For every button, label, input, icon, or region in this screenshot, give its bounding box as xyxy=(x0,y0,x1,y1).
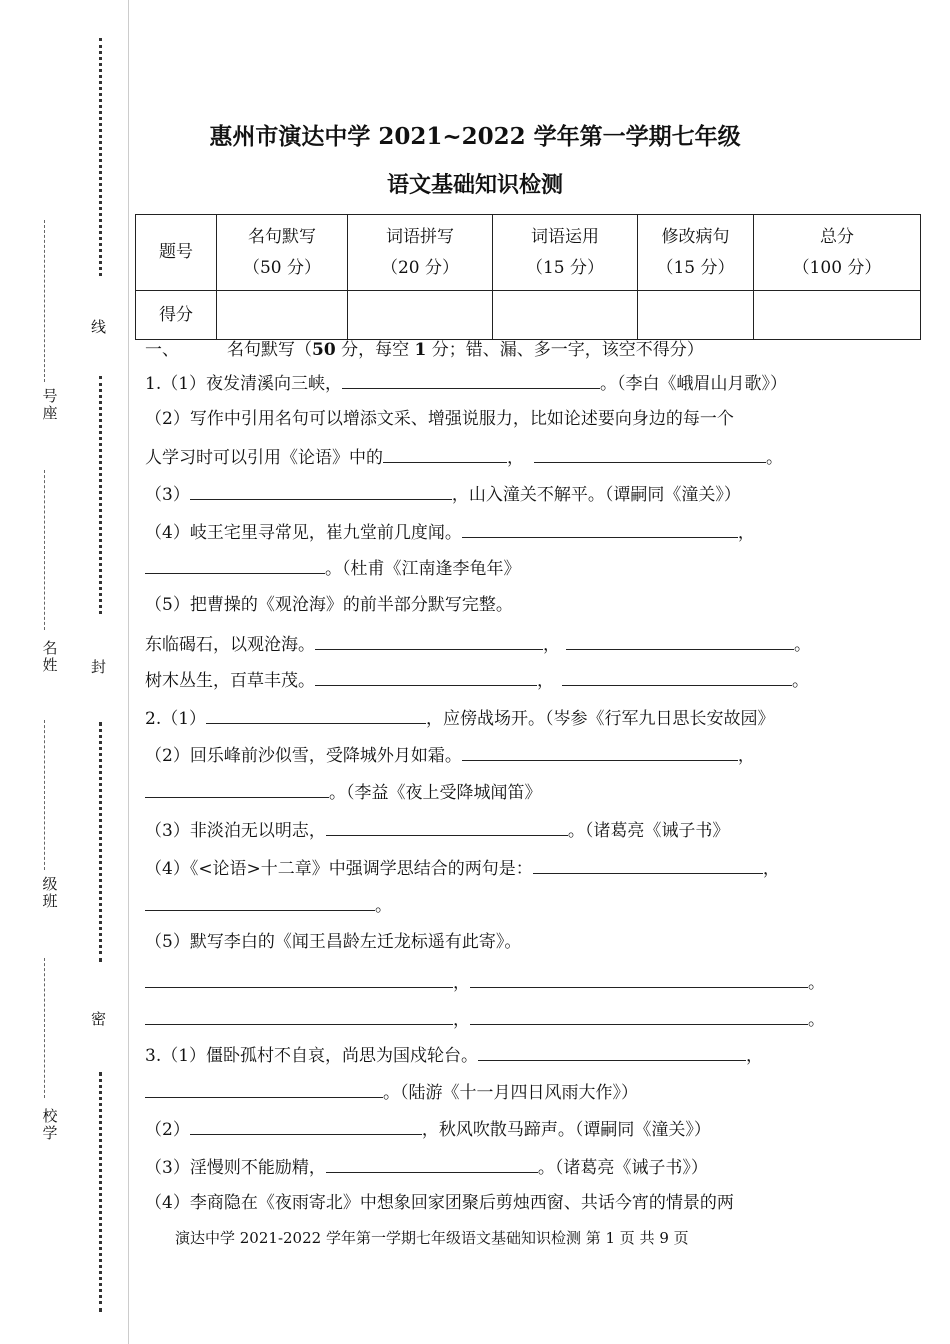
column-ciyu-pinxie xyxy=(348,215,493,291)
dotted-seal-line xyxy=(99,38,102,276)
question-1-5-line2: 树木丛生，百草丰茂。 ， 。 xyxy=(145,668,809,692)
score-cell[interactable] xyxy=(493,291,638,340)
column-mingju xyxy=(217,215,348,291)
answer-blank[interactable] xyxy=(533,856,763,874)
dotted-seal-line xyxy=(99,1072,102,1312)
question-1-3: （3） ，山入潼关不解平。（谭嗣同《潼关》） xyxy=(145,482,741,506)
answer-blank[interactable] xyxy=(383,445,507,463)
seal-char-xian: 线 xyxy=(91,318,107,336)
answer-blank[interactable] xyxy=(562,668,792,686)
answer-blank[interactable] xyxy=(190,482,452,500)
answer-blank[interactable] xyxy=(342,371,600,389)
column-points: （100 分） xyxy=(792,257,882,278)
answer-blank[interactable] xyxy=(462,520,738,538)
score-row xyxy=(136,291,921,340)
question-2-5: （5）默写李白的《闻王昌龄左迁龙标遥有此寄》。 xyxy=(145,932,522,952)
seat-number-blank xyxy=(44,220,45,382)
exam-title: 惠州市演达中学 2021~2022 学年第一学期七年级 xyxy=(209,123,741,150)
question-3-3: （3）淫慢则不能励精， 。（诸葛亮《诫子书》） xyxy=(145,1155,708,1179)
question-2-5-line1: ， 。 xyxy=(145,970,825,994)
column-points: （15 分） xyxy=(525,257,605,278)
column-name: 总分 xyxy=(820,226,854,247)
question-1-2: （2）写作中引用名句可以增添文采、增强说服力，比如论述要向身边的每一个 xyxy=(145,409,734,429)
column-total xyxy=(754,215,921,291)
name-label: 名姓 xyxy=(42,639,58,674)
answer-blank[interactable] xyxy=(315,632,543,650)
column-name: 词语运用 xyxy=(531,226,599,247)
page-footer: 演达中学 2021-2022 学年第一学期七年级语文基础知识检测 第 1 页 共 9 页 xyxy=(175,1229,689,1247)
answer-blank[interactable] xyxy=(462,743,738,761)
answer-blank[interactable] xyxy=(145,1007,453,1025)
answer-blank[interactable] xyxy=(534,445,766,463)
question-2-2-cont: 。（李益《夜上受降城闻笛》 xyxy=(145,780,542,804)
question-1-4: （4）岐王宅里寻常见，崔九堂前几度闻。 ， xyxy=(145,520,755,544)
question-3-1: 3.（1）僵卧孤村不自哀，尚思为国戍轮台。 ， xyxy=(145,1043,763,1067)
question-1-4-cont: 。（杜甫《江南逢李龟年》 xyxy=(145,556,521,580)
question-3-1-cont: 。（陆游《十一月四日风雨大作》） xyxy=(145,1080,638,1104)
answer-blank[interactable] xyxy=(206,706,426,724)
question-2-3: （3）非淡泊无以明志， 。（诸葛亮《诫子书》 xyxy=(145,818,729,842)
answer-blank[interactable] xyxy=(145,970,453,988)
answer-blank[interactable] xyxy=(566,632,794,650)
score-cell[interactable] xyxy=(638,291,754,340)
question-1-2-cont: 人学习时可以引用《论语》中的 ， 。 xyxy=(145,445,783,469)
section-heading: 一、 名句默写（50 分，每空 1 分；错、漏、多一字，该空不得分） xyxy=(145,340,704,360)
class-label: 级班 xyxy=(42,875,58,910)
name-blank xyxy=(44,470,45,630)
answer-blank[interactable] xyxy=(326,818,568,836)
school-blank xyxy=(44,958,45,1098)
question-2-1: 2.（1） ，应傍战场开。（岑参《行军九日思长安故园》 xyxy=(145,706,775,730)
score-cell[interactable] xyxy=(217,291,348,340)
answer-blank[interactable] xyxy=(145,556,325,574)
question-1-5-line1: 东临碣石，以观沧海。 ， 。 xyxy=(145,632,811,656)
column-xiugai-bingju xyxy=(638,215,754,291)
question-2-5-line2: ， 。 xyxy=(145,1007,825,1031)
dotted-seal-line xyxy=(99,376,102,614)
answer-blank[interactable] xyxy=(470,970,808,988)
column-points: （20 分） xyxy=(380,257,460,278)
exam-subtitle: 语文基础知识检测 xyxy=(386,172,563,198)
answer-blank[interactable] xyxy=(315,668,537,686)
question-2-2: （2）回乐峰前沙似雪，受降城外月如霜。 ， xyxy=(145,743,755,767)
school-label: 校学 xyxy=(42,1107,58,1142)
answer-blank[interactable] xyxy=(145,893,375,911)
score-cell[interactable] xyxy=(754,291,921,340)
column-name: 名句默写 xyxy=(248,226,316,247)
answer-blank[interactable] xyxy=(478,1043,746,1061)
binding-margin xyxy=(0,0,130,1344)
seat-number-label: 号座 xyxy=(42,387,58,422)
answer-blank[interactable] xyxy=(190,1117,422,1135)
question-3-2: （2） ，秋风吹散马蹄声。（谭嗣同《潼关》） xyxy=(145,1117,711,1141)
dotted-seal-line xyxy=(99,722,102,962)
column-points: （15 分） xyxy=(656,257,735,278)
question-2-4-cont: 。 xyxy=(145,893,392,917)
column-name: 修改病句 xyxy=(661,226,730,247)
header-label-cell: 题号 xyxy=(136,215,217,291)
margin-divider xyxy=(128,0,129,1344)
answer-blank[interactable] xyxy=(145,1080,383,1098)
seal-char-mi: 密 xyxy=(91,1010,107,1028)
column-ciyu-yunyong xyxy=(493,215,638,291)
question-1-1: 1.（1）夜发清溪向三峡， 。（李白《峨眉山月歌》） xyxy=(145,371,787,395)
seal-char-feng: 封 xyxy=(91,658,107,676)
score-table xyxy=(135,214,921,340)
column-points: （50 分） xyxy=(242,257,322,278)
score-cell[interactable] xyxy=(348,291,493,340)
score-label-cell: 得分 xyxy=(136,291,217,340)
question-2-4: （4）《<论语>十二章》中强调学思结合的两句是： ， xyxy=(145,856,780,880)
question-1-5: （5）把曹操的《观沧海》的前半部分默写完整。 xyxy=(145,595,513,615)
question-3-4: （4）李商隐在《夜雨寄北》中想象回家团聚后剪烛西窗、共话今宵的情景的两 xyxy=(145,1193,734,1213)
score-table-header-row xyxy=(136,215,921,291)
answer-blank[interactable] xyxy=(470,1007,808,1025)
column-name: 词语拼写 xyxy=(386,226,454,247)
answer-blank[interactable] xyxy=(145,780,329,798)
answer-blank[interactable] xyxy=(326,1155,538,1173)
class-blank xyxy=(44,720,45,870)
